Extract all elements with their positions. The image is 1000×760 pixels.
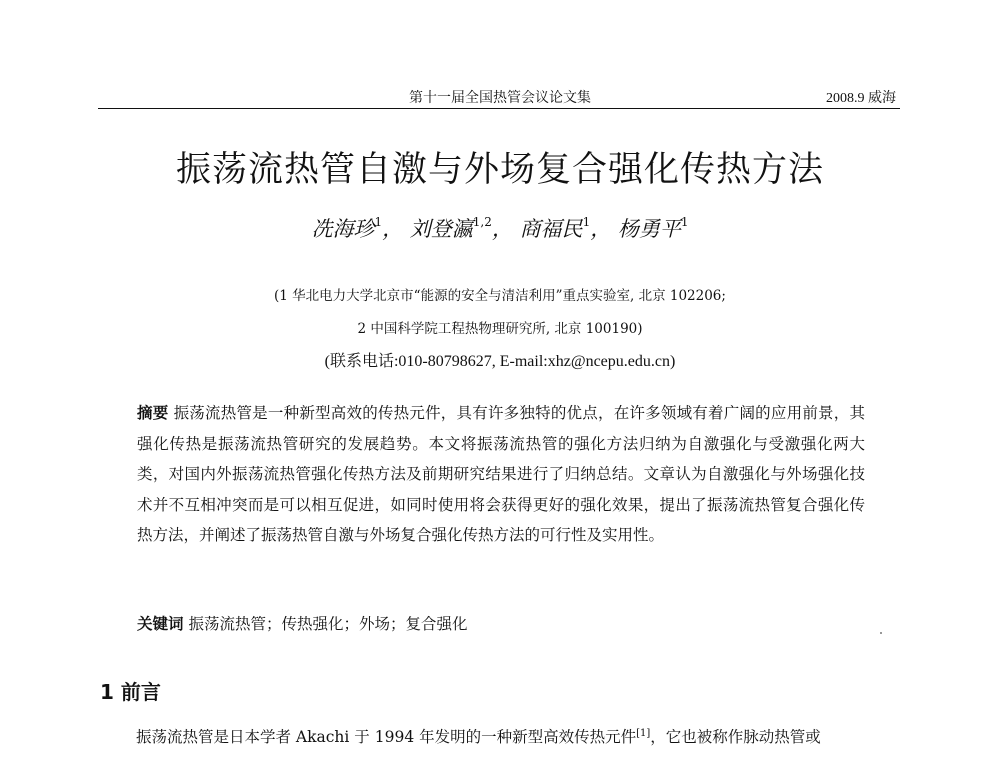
author-separator: ，: [590, 217, 612, 241]
author-list: [0, 213, 1000, 243]
citation-mark: [1]: [636, 728, 651, 739]
contact-info: (联系电话:010-80798627, E-mail:xhz@ncepu.edu.cn): [324, 353, 676, 370]
author-name: 刘登瀛: [409, 217, 473, 241]
keywords: [137, 612, 467, 634]
body-text: 振荡流热管是日本学者 Akachi 于 1994 年发明的一种新型高效传热元件: [136, 728, 637, 746]
header-journal-title: 第十一届全国热管会议论文集: [409, 90, 591, 106]
paper-title: 振荡流热管自激与外场复合强化传热方法: [175, 150, 824, 190]
header-date-place: 2008.9 威海: [826, 91, 896, 106]
header-rule: [98, 108, 900, 109]
author-name: 杨勇平: [617, 217, 681, 241]
affiliation-line-2: 2 中国科学院工程热物理研究所, 北京 100190): [357, 321, 643, 337]
abstract-text: 振荡流热管是一种新型高效的传热元件，具有许多独特的优点，在许多领域有着广阔的应用前景，其强化传热是振荡流热管研究的发展趋势。本文将振荡流热管的强化方法归纳为自激强化与受激强化两大类，对国内外振荡流热管强化传热方法及前期研究结果进行了归纳总结。文章认为自激强化与外场强化技术并不互相冲突而是可以相互促进，如同时使用将会获得更好的强化效果，提出了振荡流热管复合强化传热方法，并阐述了振荡热管自激与外场复合强化传热方法的可行性及实用性。: [137, 404, 865, 544]
author-name: 冼海珍: [311, 217, 375, 241]
body-text-continued: ，它也被称作脉动热管或: [650, 728, 821, 746]
author-affiliation-mark: 1: [680, 215, 689, 229]
speck-mark: [880, 632, 882, 634]
keywords-text: 振荡流热管；传热强化；外场；复合强化: [188, 615, 468, 633]
keywords-label: 关键词: [137, 615, 184, 633]
body-paragraph: [100, 718, 900, 753]
author-affiliation-mark: 1,2: [472, 215, 492, 229]
affiliation-line-1: (1 华北电力大学北京市“能源的安全与清洁利用”重点实验室, 北京 102206;: [274, 288, 726, 304]
author-affiliation-mark: 1: [582, 215, 591, 229]
author-affiliation-mark: 1: [374, 215, 383, 229]
author-separator: ，: [491, 217, 513, 241]
author-separator: ，: [382, 217, 404, 241]
abstract: [137, 398, 865, 551]
section-heading: 1 前言: [100, 680, 161, 704]
author-name: 商福民: [519, 217, 583, 241]
abstract-label: 摘要: [137, 404, 169, 422]
